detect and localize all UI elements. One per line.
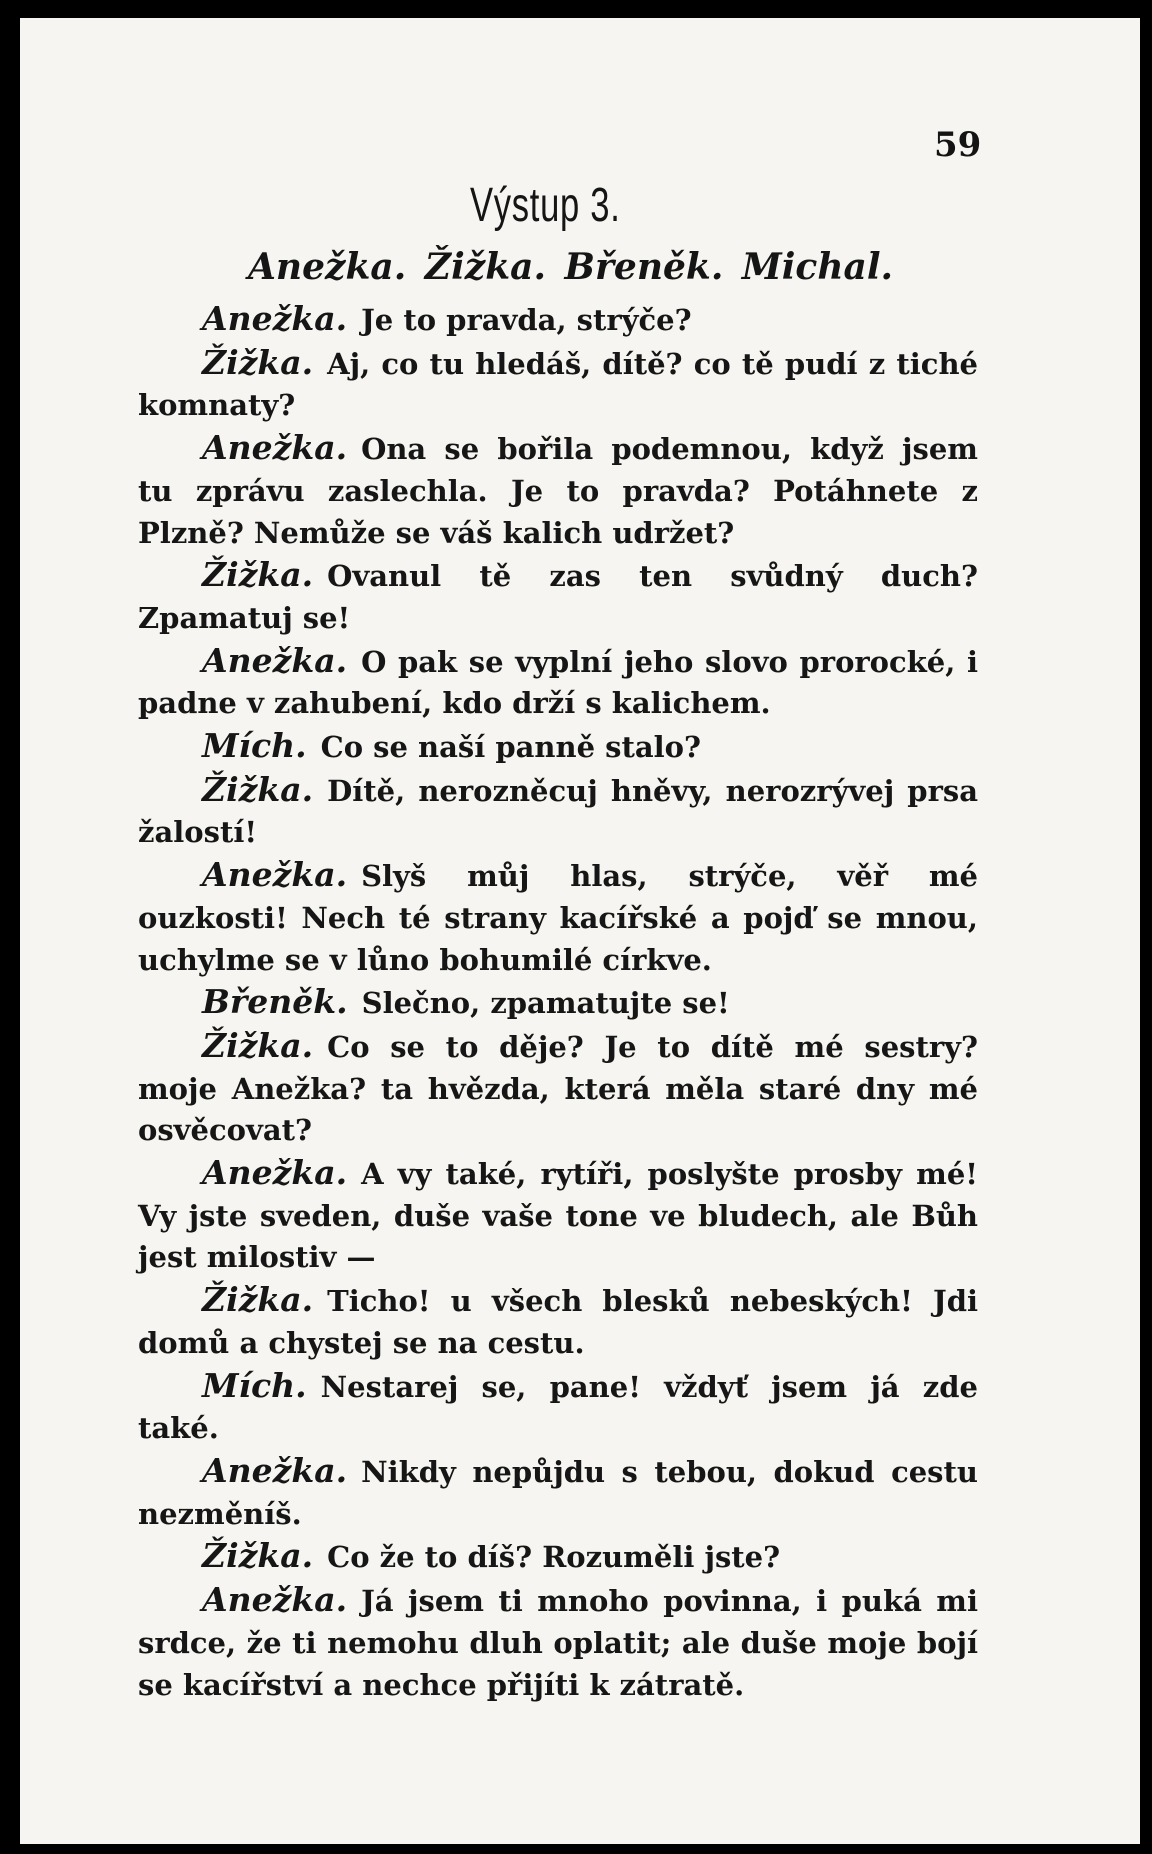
dialogue-line <box>138 854 978 981</box>
line-text: Nikdy nepůjdu s tebou, dokud cestu nezměníš. <box>138 1454 978 1531</box>
speaker-name: Anežka. <box>202 640 348 680</box>
line-text: Je to pravda, strýče? <box>361 303 692 337</box>
page-number: 59 <box>934 125 982 165</box>
dialogue-line <box>138 1365 978 1450</box>
dialogue-line <box>138 342 978 427</box>
line-text: Co že to díš? Rozuměli jste? <box>327 1540 781 1575</box>
speaker-name: Anežka. <box>202 299 348 338</box>
line-text: Aj, co tu hledáš, dítě? co tě pudí z tiché komnaty? <box>138 346 978 423</box>
line-text: Nestarej se, pane! vždyť jsem já zde také. <box>138 1369 978 1446</box>
speaker-name: Mích. <box>202 726 307 766</box>
dialogue-line <box>138 1279 978 1364</box>
line-text: O pak se vyplní jeho slovo prorocké, i padne v zahubení, kdo drží s kalichem. <box>138 644 978 721</box>
line-text: Co se to děje? Je to dítě mé sestry? moje Anežka? ta hvězda, která měla staré dny mé osvěcovat? <box>138 1029 978 1148</box>
speaker-name: Anežka. <box>202 428 348 468</box>
dialogue-line <box>138 554 978 639</box>
dialogue-line <box>138 427 978 554</box>
dialogue-line <box>138 1152 978 1279</box>
dialogue-line <box>138 1535 978 1579</box>
speaker-name: Žižka. <box>202 555 314 595</box>
dialogue-line <box>138 725 978 769</box>
speaker-name: Anežka. <box>202 1153 348 1193</box>
speaker-name: Mích. <box>202 1365 307 1405</box>
line-text: Ticho! u všech blesků nebeských! Jdi domů a chystej se na cestu. <box>138 1284 978 1360</box>
dialogue-line <box>138 1450 978 1535</box>
book-page <box>20 18 1140 1844</box>
dialogue-line <box>138 1579 978 1706</box>
dialogue-line <box>138 769 978 854</box>
dialogue-line <box>138 298 978 342</box>
speaker-name: Žižka. <box>202 1025 314 1065</box>
speaker-name: Břeněk. <box>202 982 348 1022</box>
dialogue-line <box>138 640 978 725</box>
line-text: Dítě, nerozněcuj hněvy, nerozrývej prsa žalostí! <box>138 773 978 850</box>
scene-title: Výstup 3. <box>470 179 621 232</box>
speaker-name: Anežka. <box>202 855 348 895</box>
line-text: Slyš můj hlas, strýče, věř mé ouzkosti! Nech té strany kacířské a pojď se mnou, uchylme se v lůno bohumilé církve. <box>138 859 978 977</box>
line-text: Co se naší panně stalo? <box>320 730 701 765</box>
speaker-name: Žižka. <box>202 1280 314 1320</box>
speaker-name: Žižka. <box>202 1536 314 1576</box>
speaker-name: Žižka. <box>202 769 314 809</box>
dialogue <box>138 298 978 1706</box>
cast-list: Anežka. Žižka. Břeněk. Michal. <box>248 246 894 288</box>
line-text: Já jsem ti mnoho povinna, i puká mi srdce, že ti nemohu dluh oplatit; ale duše moje bojí se kacířství a nechce přijíti k zátratě. <box>138 1584 978 1702</box>
line-text: Slečno, zpamatujte se! <box>361 986 730 1021</box>
dialogue-line <box>138 981 978 1025</box>
dialogue-line <box>138 1025 978 1152</box>
speaker-name: Anežka. <box>202 1580 348 1620</box>
speaker-name: Anežka. <box>202 1450 348 1490</box>
line-text: Ona se bořila podemnou, když jsem tu zprávu zaslechla. Je to pravda? Potáhnete z Plzně? Nemůže se váš kalich udržet? <box>138 432 978 550</box>
line-text: A vy také, rytíři, poslyšte prosby mé! Vy jste sveden, duše vaše tone ve bludech, ale Bůh jest milostiv — <box>138 1157 978 1275</box>
line-text: Ovanul tě zas ten svůdný duch? Zpamatuj se! <box>138 559 978 635</box>
speaker-name: Žižka. <box>202 342 314 382</box>
